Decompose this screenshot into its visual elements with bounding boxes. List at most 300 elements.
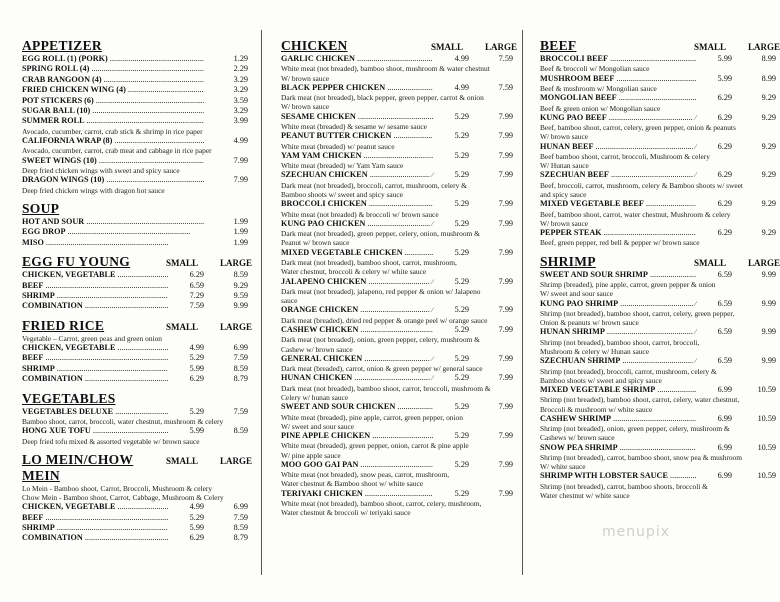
item-price-large: 7.99 — [498, 218, 513, 228]
menu-item — [281, 248, 513, 258]
item-name: MOO GOO GAI PAN ..... — [281, 460, 433, 470]
menu-item — [22, 502, 248, 512]
item-name: POT STICKERS (6) ..... — [22, 96, 204, 106]
item-description: White meat (not breaded) & broccoli w/ brown sauce — [281, 209, 439, 219]
menu-item — [281, 402, 513, 412]
menu-item — [540, 93, 776, 103]
pepper-icon: ∕ — [431, 354, 433, 363]
menu-item — [540, 54, 776, 64]
menu-item — [281, 277, 513, 287]
size-large-label: LARGE — [220, 455, 253, 466]
item-price-large: 9.29 — [761, 141, 776, 151]
item-name: CHICKEN, VEGETABLE ..... — [22, 343, 168, 353]
section-title: CHICKEN — [281, 38, 348, 53]
pepper-icon: ∕ — [694, 299, 696, 308]
item-description: Beef, bamboo shoot, carrot, water chestnut, Mushroom & celery — [540, 209, 731, 219]
menu-item — [22, 227, 248, 237]
item-price-small: 4.99 — [189, 342, 204, 352]
item-price-large: 10.59 — [757, 471, 776, 481]
section-header — [22, 254, 253, 270]
item-price-small: 5.29 — [454, 276, 469, 286]
item-description: Bamboo shoots w/ sweet and spicy sauce — [281, 190, 403, 200]
item-price: 7.99 — [233, 155, 248, 165]
item-price-small: 5.29 — [454, 430, 469, 440]
item-price-large: 9.29 — [761, 170, 776, 180]
section-header — [540, 253, 780, 270]
item-price-small: 6.99 — [717, 413, 732, 423]
item-price-small: 5.29 — [454, 218, 469, 228]
item-price-large: 7.99 — [498, 430, 513, 440]
item-name: BEEF ..... — [22, 513, 168, 523]
item-price-small: 5.29 — [189, 353, 204, 363]
item-description: W/ brown sauce — [281, 102, 330, 112]
item-price-small: 5.29 — [454, 170, 469, 180]
item-description: Dark meat (not breaded), green pepper, celery, onion, mushroom & — [281, 229, 480, 239]
item-price: 1.99 — [233, 216, 248, 226]
item-price-large: 6.99 — [233, 342, 248, 352]
menu-section-beef — [540, 38, 780, 248]
item-name: KUNG PAO CHICKEN ..... — [281, 219, 430, 229]
item-price-large: 7.59 — [233, 353, 248, 363]
item-price: 1.99 — [233, 227, 248, 237]
size-small-label: SMALL — [166, 455, 199, 466]
item-price-small: 6.59 — [717, 327, 732, 337]
item-description: Avocado, cucumber, carrot, crab meat and cabbage in rice paper — [22, 146, 212, 156]
item-name: MIXED VEGETABLE SHRIMP ..... — [540, 385, 696, 395]
menu-item — [22, 156, 248, 166]
item-price: 3.29 — [233, 85, 248, 95]
item-price: 3.59 — [233, 95, 248, 105]
item-description: Onion & peanuts w/ brown sauce — [540, 318, 639, 328]
item-name: SWEET AND SOUR CHICKEN ..... — [281, 402, 433, 412]
item-price: 2.29 — [233, 64, 248, 74]
item-name: SPRING ROLL (4) ..... — [22, 64, 204, 74]
menu-item — [540, 327, 776, 337]
item-price-small: 5.29 — [454, 459, 469, 469]
item-description: White meat (breaded), green pepper, onion, carrot & pine apple — [281, 441, 469, 451]
menu-column-2 — [281, 38, 518, 518]
size-large-label: LARGE — [220, 258, 253, 269]
item-name: SESAME CHICKEN ..... — [281, 112, 433, 122]
menu-item — [22, 54, 248, 64]
pepper-icon: ∕ — [431, 277, 433, 286]
item-price-small: 5.99 — [717, 73, 732, 83]
menu-section-appetizer — [22, 38, 248, 195]
item-name: SUMMER ROLL ..... — [22, 116, 204, 126]
menu-item — [540, 356, 776, 366]
item-name: EGG ROLL (1) (PORK) ..... — [22, 54, 204, 64]
item-price-small: 6.29 — [717, 170, 732, 180]
item-price-small: 5.29 — [454, 131, 469, 141]
item-price-small: 5.29 — [454, 247, 469, 257]
item-description: Dark meat (not breaded), bamboo shoot, carrot, mushroom, — [281, 258, 457, 268]
item-price-large: 7.99 — [498, 324, 513, 334]
item-name: TERIYAKI CHICKEN ..... — [281, 489, 433, 499]
section-header — [22, 38, 248, 54]
item-description: White meat (breaded) w/ Yam Yam sauce — [281, 161, 404, 171]
item-price-large: 8.99 — [761, 54, 776, 63]
section-title: LO MEIN/CHOW MEIN — [22, 451, 134, 483]
menu-item — [22, 291, 248, 301]
item-description: Water chestnut & broccoli w/ teriyaki sauce — [281, 508, 411, 518]
section-title: FRIED RICE — [22, 317, 105, 333]
item-description: Shrimp (not breaded), carrot, bamboo shoots, broccoli & — [540, 481, 708, 491]
item-description: Water chestnut, broccoli & celery w/ white sauce — [281, 267, 427, 277]
item-description: Shrimp (not breaded), bamboo shoot, carrot, celery, water chestnut, — [540, 395, 740, 405]
menu-item — [281, 54, 513, 64]
item-name: SZECHUAN BEEF ..... — [540, 170, 693, 180]
item-name: DRAGON WINGS (10) ..... — [22, 175, 204, 185]
menu-item — [22, 426, 248, 436]
item-price-large: 7.99 — [498, 488, 513, 498]
item-price-large: 9.59 — [233, 290, 248, 300]
item-price: 3.29 — [233, 106, 248, 116]
item-description: Mushroom & celery w/ Hunan sauce — [540, 346, 649, 356]
section-note: Lo Mein - Bamboo shoot, Carrot, Broccoli, Mushroom & celery — [22, 483, 213, 493]
item-description: Beef & green onion w/ Mongolian sauce — [540, 103, 661, 113]
item-name: SZECHUAN SHRIMP ..... — [540, 356, 693, 366]
menu-item — [281, 83, 513, 93]
menu-item — [540, 270, 776, 280]
item-description: W/ white sauce — [540, 462, 586, 472]
item-description: Beef bamboo shoot, carrot, broccoli, Mushroom & celery — [540, 152, 710, 162]
item-description: Beef, green pepper, red bell & pepper w/ brown sauce — [540, 238, 700, 248]
section-header — [22, 451, 253, 484]
menu-item — [540, 74, 776, 84]
item-price-large: 8.59 — [233, 426, 248, 436]
item-description: Dark meat (breaded), carrot, onion & green pepper w/ general sauce — [281, 364, 483, 374]
menu-item — [22, 523, 248, 533]
size-small-label: SMALL — [166, 258, 199, 269]
item-name: PEANUT BUTTER CHICKEN ..... — [281, 131, 433, 141]
item-name: HUNAN CHICKEN ..... — [281, 373, 430, 383]
item-price-large: 9.99 — [761, 356, 776, 366]
menu-column-3 — [540, 38, 780, 500]
item-description: Water chestnut & Bamboo shoot w/ white sauce — [281, 479, 424, 489]
menu-item — [22, 301, 248, 311]
item-name: COMBINATION ..... — [22, 374, 168, 384]
menu-item — [22, 85, 248, 95]
item-price-small: 5.29 — [454, 111, 469, 121]
item-price-small: 4.99 — [454, 54, 469, 63]
item-price-large: 8.59 — [233, 522, 248, 532]
item-name: MIXED VEGETABLE BEEF ..... — [540, 199, 696, 209]
section-title: SOUP — [22, 200, 60, 216]
section-title: SHRIMP — [540, 253, 596, 269]
item-price: 4.99 — [233, 136, 248, 146]
item-name: CRAB RANGOON (4) ..... — [22, 75, 204, 85]
item-name: BEEF ..... — [22, 353, 168, 363]
item-price-small: 5.99 — [189, 426, 204, 436]
item-price-large: 7.99 — [498, 353, 513, 363]
item-price-small: 5.29 — [454, 324, 469, 334]
item-name: SNOW PEA SHRIMP ..... — [540, 443, 696, 453]
menu-item — [540, 385, 776, 395]
section-header — [281, 38, 518, 54]
item-price-large: 8.79 — [233, 533, 248, 543]
item-description: Bamboo shoot, carrot, broccoli, water chestnut, mushroom & celery — [22, 416, 224, 426]
item-price-small: 6.59 — [717, 356, 732, 366]
item-price-large: 10.59 — [757, 384, 776, 394]
item-price: 1.29 — [233, 54, 248, 63]
section-header — [540, 38, 780, 54]
item-name: KUNG PAO SHRIMP ..... — [540, 299, 693, 309]
size-large-label: LARGE — [220, 321, 253, 332]
item-price-large: 10.59 — [757, 442, 776, 452]
item-price-small: 5.29 — [454, 150, 469, 160]
pepper-icon: ∕ — [694, 113, 696, 122]
item-name: SWEET WINGS (10) ..... — [22, 156, 204, 166]
item-price-large: 7.99 — [498, 199, 513, 209]
item-price-small: 4.99 — [189, 502, 204, 512]
item-price-small: 6.99 — [717, 384, 732, 394]
item-description: W/ Hunan sauce — [540, 161, 589, 171]
size-large-label: LARGE — [748, 42, 780, 52]
item-price-small: 6.29 — [189, 270, 204, 280]
menu-section-soup — [22, 201, 248, 248]
menu-item — [281, 431, 513, 441]
menu-item — [22, 270, 248, 280]
menu-item — [281, 460, 513, 470]
item-price-large: 9.29 — [761, 199, 776, 209]
item-name: MIXED VEGETABLE CHICKEN ..... — [281, 248, 433, 258]
item-description: W/ sweet and sour sauce — [281, 421, 355, 431]
item-price-small: 5.99 — [189, 522, 204, 532]
menu-item — [22, 75, 248, 85]
item-name: ORANGE CHICKEN ..... — [281, 305, 430, 315]
item-name: HUNAN SHRIMP ..... — [540, 327, 693, 337]
item-name: CHICKEN, VEGETABLE ..... — [22, 270, 168, 280]
item-description: Celery w/ hunan sauce — [281, 392, 349, 402]
menu-item — [540, 113, 776, 123]
menu-item — [540, 443, 776, 453]
watermark: menupix — [601, 524, 670, 540]
item-price-large: 7.99 — [498, 305, 513, 315]
item-description: Broccoli & mushroom w/ white sauce — [540, 404, 653, 414]
item-description: Dark meat (not breaded), onion, green pepper, celery, mushroom & — [281, 335, 480, 345]
item-description: White meat (not breaded), bamboo shoot, carrot, celery, mushroom, — [281, 499, 482, 508]
menu-item — [281, 199, 513, 209]
menu-item — [22, 116, 248, 126]
menu-item — [22, 96, 248, 106]
item-name: BEEF ..... — [22, 281, 168, 291]
menu-item — [540, 170, 776, 180]
item-name: PINE APPLE CHICKEN ..... — [281, 431, 433, 441]
pepper-icon: ∕ — [694, 357, 696, 366]
menu-item — [22, 533, 248, 543]
column-divider — [522, 30, 523, 575]
item-name: GARLIC CHICKEN ..... — [281, 54, 433, 64]
item-price-large: 7.99 — [498, 247, 513, 257]
menu-item — [281, 219, 513, 229]
item-price-large: 9.99 — [761, 327, 776, 337]
item-price-small: 6.29 — [717, 112, 732, 122]
item-price-large: 9.99 — [761, 298, 776, 308]
item-description: Peanut w/ brown sauce — [281, 238, 350, 248]
item-price-large: 6.99 — [233, 502, 248, 512]
item-price-large: 8.59 — [233, 363, 248, 373]
item-description: Dark meat (not breaded), black pepper, green pepper, carrot & onion — [281, 93, 484, 103]
item-price-small: 5.29 — [454, 199, 469, 209]
item-description: Deep fried chicken wings with sweet and spicy sauce — [22, 166, 180, 176]
menu-item — [540, 471, 776, 481]
pepper-icon: ∕ — [431, 374, 433, 383]
item-price-large: 7.99 — [498, 276, 513, 286]
item-name: EGG DROP ..... — [22, 227, 204, 237]
item-description: White meat (not breaded), bamboo shoot, mushroom & water chestnut — [281, 64, 490, 74]
item-price-large: 9.99 — [761, 269, 776, 279]
item-description: Beef & broccoli w/ Mongolian sauce — [540, 64, 650, 74]
item-price-small: 5.29 — [454, 373, 469, 383]
item-price-small: 6.99 — [717, 471, 732, 481]
section-title: EGG FU YOUNG — [22, 254, 131, 270]
menu-item — [281, 354, 513, 364]
item-price-large: 9.99 — [233, 301, 248, 311]
item-price-small: 6.59 — [189, 280, 204, 290]
menu-item — [22, 136, 248, 146]
menu-item — [22, 175, 248, 185]
size-large-label: LARGE — [748, 257, 780, 268]
item-description: Dark meat (not breaded), bamboo shoot, carrot, broccoli, mushroom & — [281, 383, 491, 393]
menu-item — [540, 228, 776, 238]
item-description: W/ brown sauce — [540, 132, 589, 142]
item-name: MONGOLIAN BEEF ..... — [540, 93, 696, 103]
menu-item — [540, 199, 776, 209]
item-name: HUNAN BEEF ..... — [540, 142, 693, 152]
size-small-label: SMALL — [431, 42, 464, 52]
item-price-small: 7.59 — [189, 301, 204, 311]
item-price-small: 4.99 — [454, 82, 469, 92]
menu-column-1 — [22, 38, 253, 544]
item-name: CALIFORNIA WRAP (8) ..... — [22, 136, 204, 146]
item-name: HONG XUE TOFU ..... — [22, 426, 168, 436]
item-price: 7.99 — [233, 175, 248, 185]
menu-section-vegetables — [22, 391, 248, 446]
pepper-icon: ∕ — [694, 328, 696, 337]
item-price-small: 5.99 — [189, 363, 204, 373]
item-description: Cashew w/ brown sauce — [281, 344, 353, 354]
item-price-large: 7.59 — [498, 54, 513, 63]
menu-item — [540, 299, 776, 309]
item-price-small: 6.99 — [717, 442, 732, 452]
menu-item — [281, 373, 513, 383]
section-title: APPETIZER — [22, 38, 102, 53]
item-name: SHRIMP ..... — [22, 523, 168, 533]
item-name: SHRIMP WITH LOBSTER SAUCE ..... — [540, 471, 696, 481]
item-description: Shrimp (not breaded), carrot, bamboo shoot, snow pea & mushroom — [540, 452, 742, 462]
item-name: SHRIMP ..... — [22, 291, 168, 301]
pepper-icon: ∕ — [431, 171, 433, 180]
item-price-small: 5.29 — [454, 353, 469, 363]
item-price-large: 9.29 — [233, 280, 248, 290]
size-large-label: LARGE — [485, 42, 518, 52]
item-price-large: 7.99 — [498, 111, 513, 121]
item-name: SUGAR BALL (10) ..... — [22, 106, 204, 116]
menu-item — [22, 217, 248, 227]
item-price-large: 7.59 — [233, 406, 248, 416]
item-name: JALAPENO CHICKEN ..... — [281, 277, 430, 287]
column-divider — [261, 30, 262, 575]
menu-item — [281, 170, 513, 180]
section-note: Vegetable – Carrot, green peas and green onion — [22, 333, 162, 343]
item-name: SZECHUAN CHICKEN ..... — [281, 170, 430, 180]
item-price-small: 6.29 — [717, 93, 732, 103]
item-price: 3.99 — [233, 116, 248, 126]
item-price-small: 6.29 — [189, 533, 204, 543]
item-description: Beef, bamboo shoot, carrot, celery, green pepper, onion & peanuts — [540, 123, 736, 133]
item-price-large: 7.59 — [233, 512, 248, 522]
menu-item — [540, 142, 776, 152]
item-name: FRIED CHICKEN WING (4) ..... — [22, 85, 204, 95]
item-description: and spicy sauce — [540, 190, 587, 200]
item-price-small: 6.59 — [717, 298, 732, 308]
item-price-large: 9.29 — [761, 93, 776, 103]
item-description: Deep fried tofu mixed & assorted vegetable w/ brown sauce — [22, 436, 200, 446]
menu-item — [540, 414, 776, 424]
item-description: White meat (breaded) & sesame w/ sesame sauce — [281, 122, 427, 132]
item-price-small: 5.29 — [454, 305, 469, 315]
pepper-icon: ∕ — [431, 306, 433, 315]
item-description: Bamboo shoots w/ sweet and spicy sauce — [540, 375, 662, 385]
item-name: BLACK PEPPER CHICKEN ..... — [281, 83, 433, 93]
item-price-large: 7.59 — [498, 82, 513, 92]
menu-item — [22, 364, 248, 374]
size-small-label: SMALL — [694, 257, 727, 268]
item-name: SHRIMP ..... — [22, 364, 168, 374]
item-name: SWEET AND SOUR SHRIMP ..... — [540, 270, 696, 280]
item-description: Shrimp (not breaded), bamboo shoot, carrot, celery, green pepper, — [540, 308, 735, 318]
item-price-small: 5.29 — [454, 402, 469, 412]
menu-item — [281, 112, 513, 122]
item-price-small: 6.29 — [189, 374, 204, 384]
section-note: Chow Mein - Bamboo shoot, Carrot, Cabbage, Mushroom & Celery — [22, 492, 224, 502]
menu-item — [281, 325, 513, 335]
item-name: PEPPER STEAK ..... — [540, 228, 696, 238]
item-name: YAM YAM CHICKEN ..... — [281, 151, 433, 161]
item-price-large: 7.99 — [498, 170, 513, 180]
pepper-icon: ∕ — [431, 219, 433, 228]
menu-item — [22, 374, 248, 384]
item-price-small: 6.29 — [717, 199, 732, 209]
item-description: W/ sweet and sour sauce — [540, 289, 614, 299]
item-description: Shrimp (not breaded), onion, green pepper, celery, mushroom & — [540, 424, 730, 434]
item-description: Beef, broccoli, carrot, mushroom, celery & Bamboo shoots w/ sweet — [540, 180, 743, 190]
item-price-small: 5.29 — [189, 406, 204, 416]
menu-item — [281, 305, 513, 315]
item-name: BROCCOLI CHICKEN ..... — [281, 199, 433, 209]
section-title: BEEF — [540, 38, 577, 53]
section-header — [22, 391, 248, 407]
item-price-large: 9.29 — [761, 228, 776, 238]
item-name: BROCCOLI BEEF ..... — [540, 54, 696, 64]
item-price-small: 7.29 — [189, 290, 204, 300]
menu-item — [22, 513, 248, 523]
item-description: Shrimp (not breaded), broccoli, carrot, mushroom, celery & — [540, 366, 717, 376]
item-price-small: 6.29 — [717, 228, 732, 238]
pepper-icon: ∕ — [694, 142, 696, 151]
item-description: Dark meat (not breaded), broccoli, carrot, mushroom, celery & — [281, 180, 467, 190]
size-small-label: SMALL — [694, 42, 727, 52]
menu-item — [22, 343, 248, 353]
item-description: Shrimp (not breaded), bamboo shoot, carrot, broccoli, — [540, 337, 700, 347]
menu-item — [22, 353, 248, 363]
item-description: Deep fried chicken wings with dragon hot sauce — [22, 185, 165, 195]
item-name: KUNG PAO BEEF ..... — [540, 113, 693, 123]
menu-item — [281, 131, 513, 141]
item-description: Water chestnut w/ white sauce — [540, 490, 630, 500]
item-price-large: 7.99 — [498, 459, 513, 469]
menu-section-lo-mein — [22, 451, 253, 544]
